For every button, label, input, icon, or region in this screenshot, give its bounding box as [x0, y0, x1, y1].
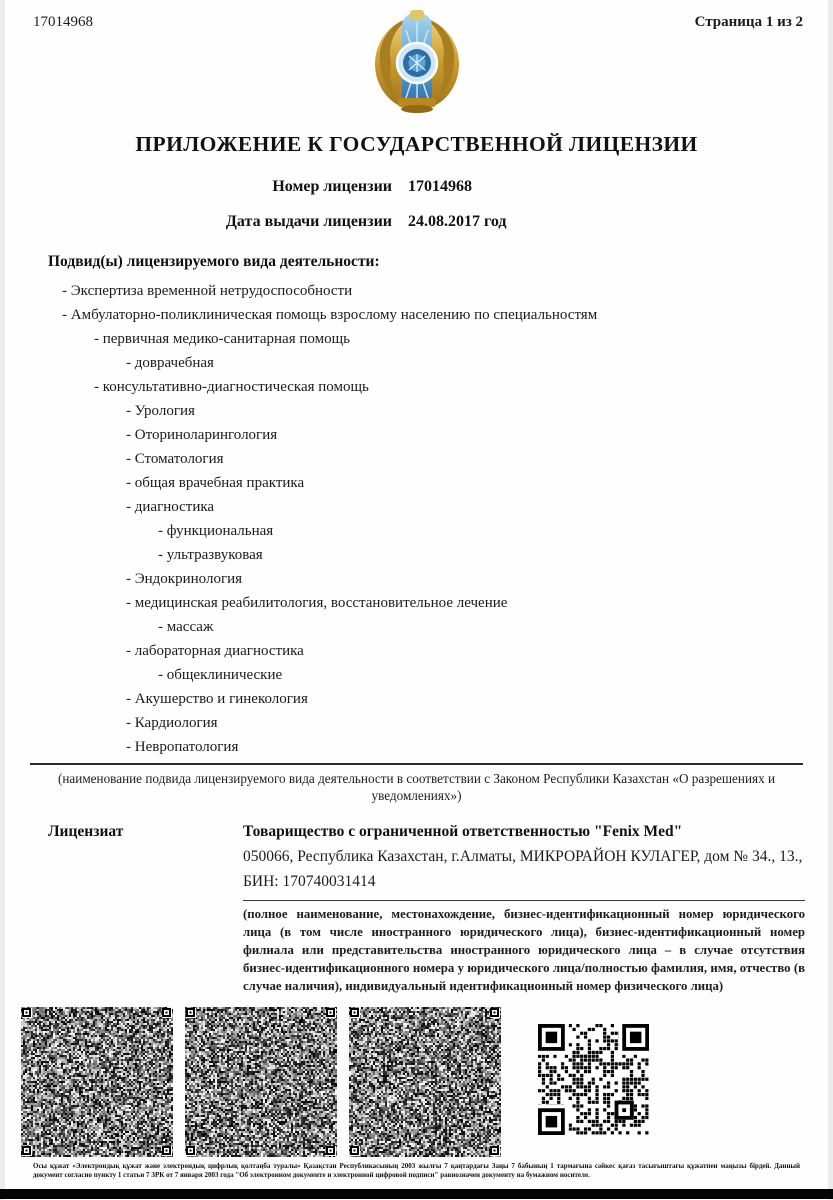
subtype-item: - Кардиология	[126, 711, 833, 735]
subtype-item: - общая врачебная практика	[126, 471, 833, 495]
license-date-row	[0, 211, 833, 233]
license-info	[0, 176, 833, 233]
licensee-label: Лицензиат	[48, 823, 124, 840]
license-number-value: 17014968	[408, 178, 472, 195]
qr-code	[538, 1024, 649, 1135]
subtype-item: - функциональная	[158, 519, 833, 543]
subtype-item: - лабораторная диагностика	[126, 639, 833, 663]
licensee-address: 050066, Республика Казахстан, г.Алматы, МИКРОРАЙОН КУЛАГЕР, дом № 34., 13., БИН: 170740031414	[243, 848, 803, 890]
subtype-item: - Урология	[126, 399, 833, 423]
subtype-item: - ультразвуковая	[158, 543, 833, 567]
subtypes-caption: (наименование подвида лицензируемого вида деятельности в соответствии с Законом Республики Казахстан «О разрешениях и уведомлениях»)	[57, 771, 776, 803]
license-date-label: Дата выдачи лицензии	[225, 213, 392, 230]
subtype-item: - Стоматология	[126, 447, 833, 471]
subtype-item: - Экспертиза временной нетрудоспособности	[62, 279, 833, 303]
kazakhstan-emblem-icon	[370, 10, 464, 116]
document-title: ПРИЛОЖЕНИЕ К ГОСУДАРСТВЕННОЙ ЛИЦЕНЗИИ	[135, 132, 698, 156]
digital-signature-barcode-3	[349, 1007, 501, 1157]
subtype-item: - доврачебная	[126, 351, 833, 375]
subtype-item: - медицинская реабилитология, восстановительное лечение	[126, 591, 833, 615]
legal-footer-text: Осы құжат «Электрондық құжат және электрондық цифрлық қолтаңба туралы» Қазақстан Республикасының 2003 жылғы 7 қаңтардағы Заңы 7 бабының 1 тармағына сәйкес қағаз тасығыштағы құжатпен маңызы бірдей. Данный документ согласно пункту 1 статьи 7 ЗРК от 7 января 2003 года "Об электронном документе и электронной цифровой подписи" равнозначен документу на бумажном носителе.	[33, 1162, 800, 1179]
subtype-item: - Невропатология	[126, 735, 833, 759]
subtype-item: - Эндокринология	[126, 567, 833, 591]
digital-signature-barcode-2	[185, 1007, 337, 1157]
digital-signature-barcode-1	[21, 1007, 173, 1157]
subtype-item: - первичная медико-санитарная помощь	[94, 327, 833, 351]
subtype-item: - Оториноларингология	[126, 423, 833, 447]
subtype-item: - массаж	[158, 615, 833, 639]
page-edge-right	[828, 0, 833, 1200]
subtype-item: - Амбулаторно-поликлиническая помощь взрослому населению по специальностям	[62, 303, 833, 327]
licensee-details	[243, 820, 805, 995]
subtypes-list	[0, 279, 833, 759]
license-date-value: 24.08.2017 год	[408, 213, 507, 230]
subtype-item: - диагностика	[126, 495, 833, 519]
bottom-black-bar	[0, 1189, 833, 1199]
page-edge-left	[0, 0, 5, 1200]
license-number-label: Номер лицензии	[272, 178, 392, 195]
page-indicator: Страница 1 из 2	[694, 14, 803, 30]
section-divider-line	[30, 763, 803, 765]
subtype-item: - общеклинические	[158, 663, 833, 687]
document-number: 17014968	[33, 14, 93, 30]
license-number-row	[0, 176, 833, 198]
licensee-caption: (полное наименование, местонахождение, бизнес-идентификационный номер юридического лица (в том числе иностранного юридического лица), бизнес-идентификационный номер филиала или представительства иностранного юридического лица – в случае отсутствия бизнес-идентификационного номера у юридического лица/полностью фамилия, имя, отчество (в случае наличия), индивидуальный идентификационный номер физического лица)	[243, 900, 805, 995]
licensee-name: Товарищество с ограниченной ответственностью "Fenix Med"	[243, 823, 683, 840]
subtypes-heading: Подвид(ы) лицензируемого вида деятельности:	[48, 253, 380, 270]
subtype-item: - Акушерство и гинекология	[126, 687, 833, 711]
licensee-section	[0, 820, 833, 995]
subtype-item: - консультативно-диагностическая помощь	[94, 375, 833, 399]
